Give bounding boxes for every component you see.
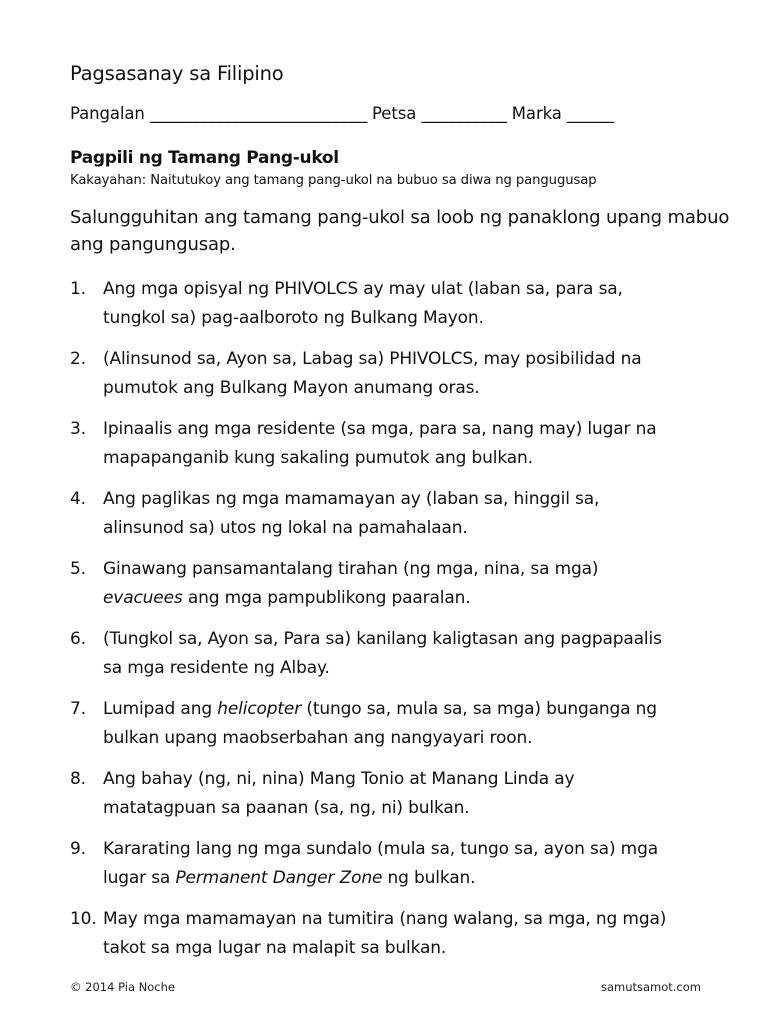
exercise-item [70, 415, 730, 485]
exercise-item [70, 835, 730, 905]
item-number: 10. [70, 909, 97, 929]
item-number: 1. [70, 279, 86, 299]
item-line-1 [103, 695, 657, 724]
item-number: 2. [70, 349, 86, 369]
item-italic-term: evacuees [103, 588, 183, 608]
item-line-2: sa mga residente ng Albay. [103, 658, 330, 678]
item-number: 5. [70, 559, 86, 579]
exercise-item [70, 765, 730, 835]
item-italic-term: helicopter [217, 699, 302, 719]
copyright-notice: © 2014 Pia Noche [70, 980, 175, 994]
name-label: Pangalan [70, 104, 145, 123]
item-line-1-pre: Lumipad ang [103, 699, 218, 719]
item-line-2: pumutok ang Bulkang Mayon anumang oras. [103, 378, 480, 398]
item-line-2-pre: lugar sa [103, 868, 176, 888]
exercise-list [70, 275, 730, 975]
exercise-item [70, 275, 730, 345]
exercise-item [70, 345, 730, 415]
item-line-2: matatagpuan sa paanan (sa, ng, ni) bulkan. [103, 798, 470, 818]
item-line-1: (Tungkol sa, Ayon sa, Para sa) kanilang kaligtasan ang pagpapaalis [103, 629, 662, 649]
item-line-2 [103, 584, 471, 613]
item-line-1: (Alinsunod sa, Ayon sa, Labag sa) PHIVOLCS, may posibilidad na [103, 349, 642, 369]
student-info-line [70, 104, 720, 123]
item-line-2-post: ng bulkan. [382, 868, 476, 888]
item-line-2 [103, 864, 475, 893]
item-line-1: Kararating lang ng mga sundalo (mula sa, tungo sa, ayon sa) mga [103, 839, 659, 859]
item-line-2: bulkan upang maobserbahan ang nangyayari roon. [103, 728, 533, 748]
item-number: 7. [70, 699, 86, 719]
item-number: 3. [70, 419, 86, 439]
item-line-1: Ginawang pansamantalang tirahan (ng mga, nina, sa mga) [103, 559, 599, 579]
item-line-1: Ang bahay (ng, ni, nina) Mang Tonio at Manang Linda ay [103, 769, 575, 789]
item-number: 9. [70, 839, 86, 859]
name-blank: ____________________________ [149, 104, 367, 123]
item-line-2-rest: ang mga pampublikong paaralan. [182, 588, 471, 608]
exercise-item [70, 485, 730, 555]
item-line-1: Ipinaalis ang mga residente (sa mga, para sa, nang may) lugar na [103, 419, 657, 439]
exercise-item [70, 905, 730, 975]
item-line-2: mapapanganib kung sakaling pumutok ang bulkan. [103, 448, 533, 468]
item-line-1: Ang paglikas ng mga mamamayan ay (laban sa, hinggil sa, [103, 489, 600, 509]
worksheet-title: Pagsasanay sa Filipino [70, 62, 284, 85]
item-number: 8. [70, 769, 86, 789]
date-blank: ___________ [421, 104, 507, 123]
item-line-2: takot sa mga lugar na malapit sa bulkan. [103, 938, 447, 958]
exercise-item [70, 555, 730, 625]
instruction-text: Salungguhitan ang tamang pang-ukol sa loob ng panaklong upang mabuo ang pangungusap. [70, 207, 730, 255]
item-line-2: tungkol sa) pag-aalboroto ng Bulkang Mayon. [103, 308, 484, 328]
score-blank: ______ [566, 104, 614, 123]
item-line-1-post: (tungo sa, mula sa, sa mga) bunganga ng [301, 699, 657, 719]
item-line-1: May mga mamamayan na tumitira (nang walang, sa mga, ng mga) [103, 909, 667, 929]
exercise-item [70, 625, 730, 695]
item-line-2: alinsunod sa) utos ng lokal na pamahalaan. [103, 518, 468, 538]
skill-description: Kakayahan: Naitutukoy ang tamang pang-ukol na bubuo sa diwa ng pangugusap [70, 173, 597, 188]
website-link[interactable]: samutsamot.com [600, 980, 701, 994]
item-line-1: Ang mga opisyal ng PHIVOLCS ay may ulat (laban sa, para sa, [103, 279, 623, 299]
score-label: Marka [511, 104, 562, 123]
exercise-item [70, 695, 730, 765]
item-italic-term: Permanent Danger Zone [175, 868, 383, 888]
item-number: 4. [70, 489, 86, 509]
section-title: Pagpili ng Tamang Pang-ukol [70, 148, 339, 168]
date-label: Petsa [372, 104, 417, 123]
item-number: 6. [70, 629, 86, 649]
